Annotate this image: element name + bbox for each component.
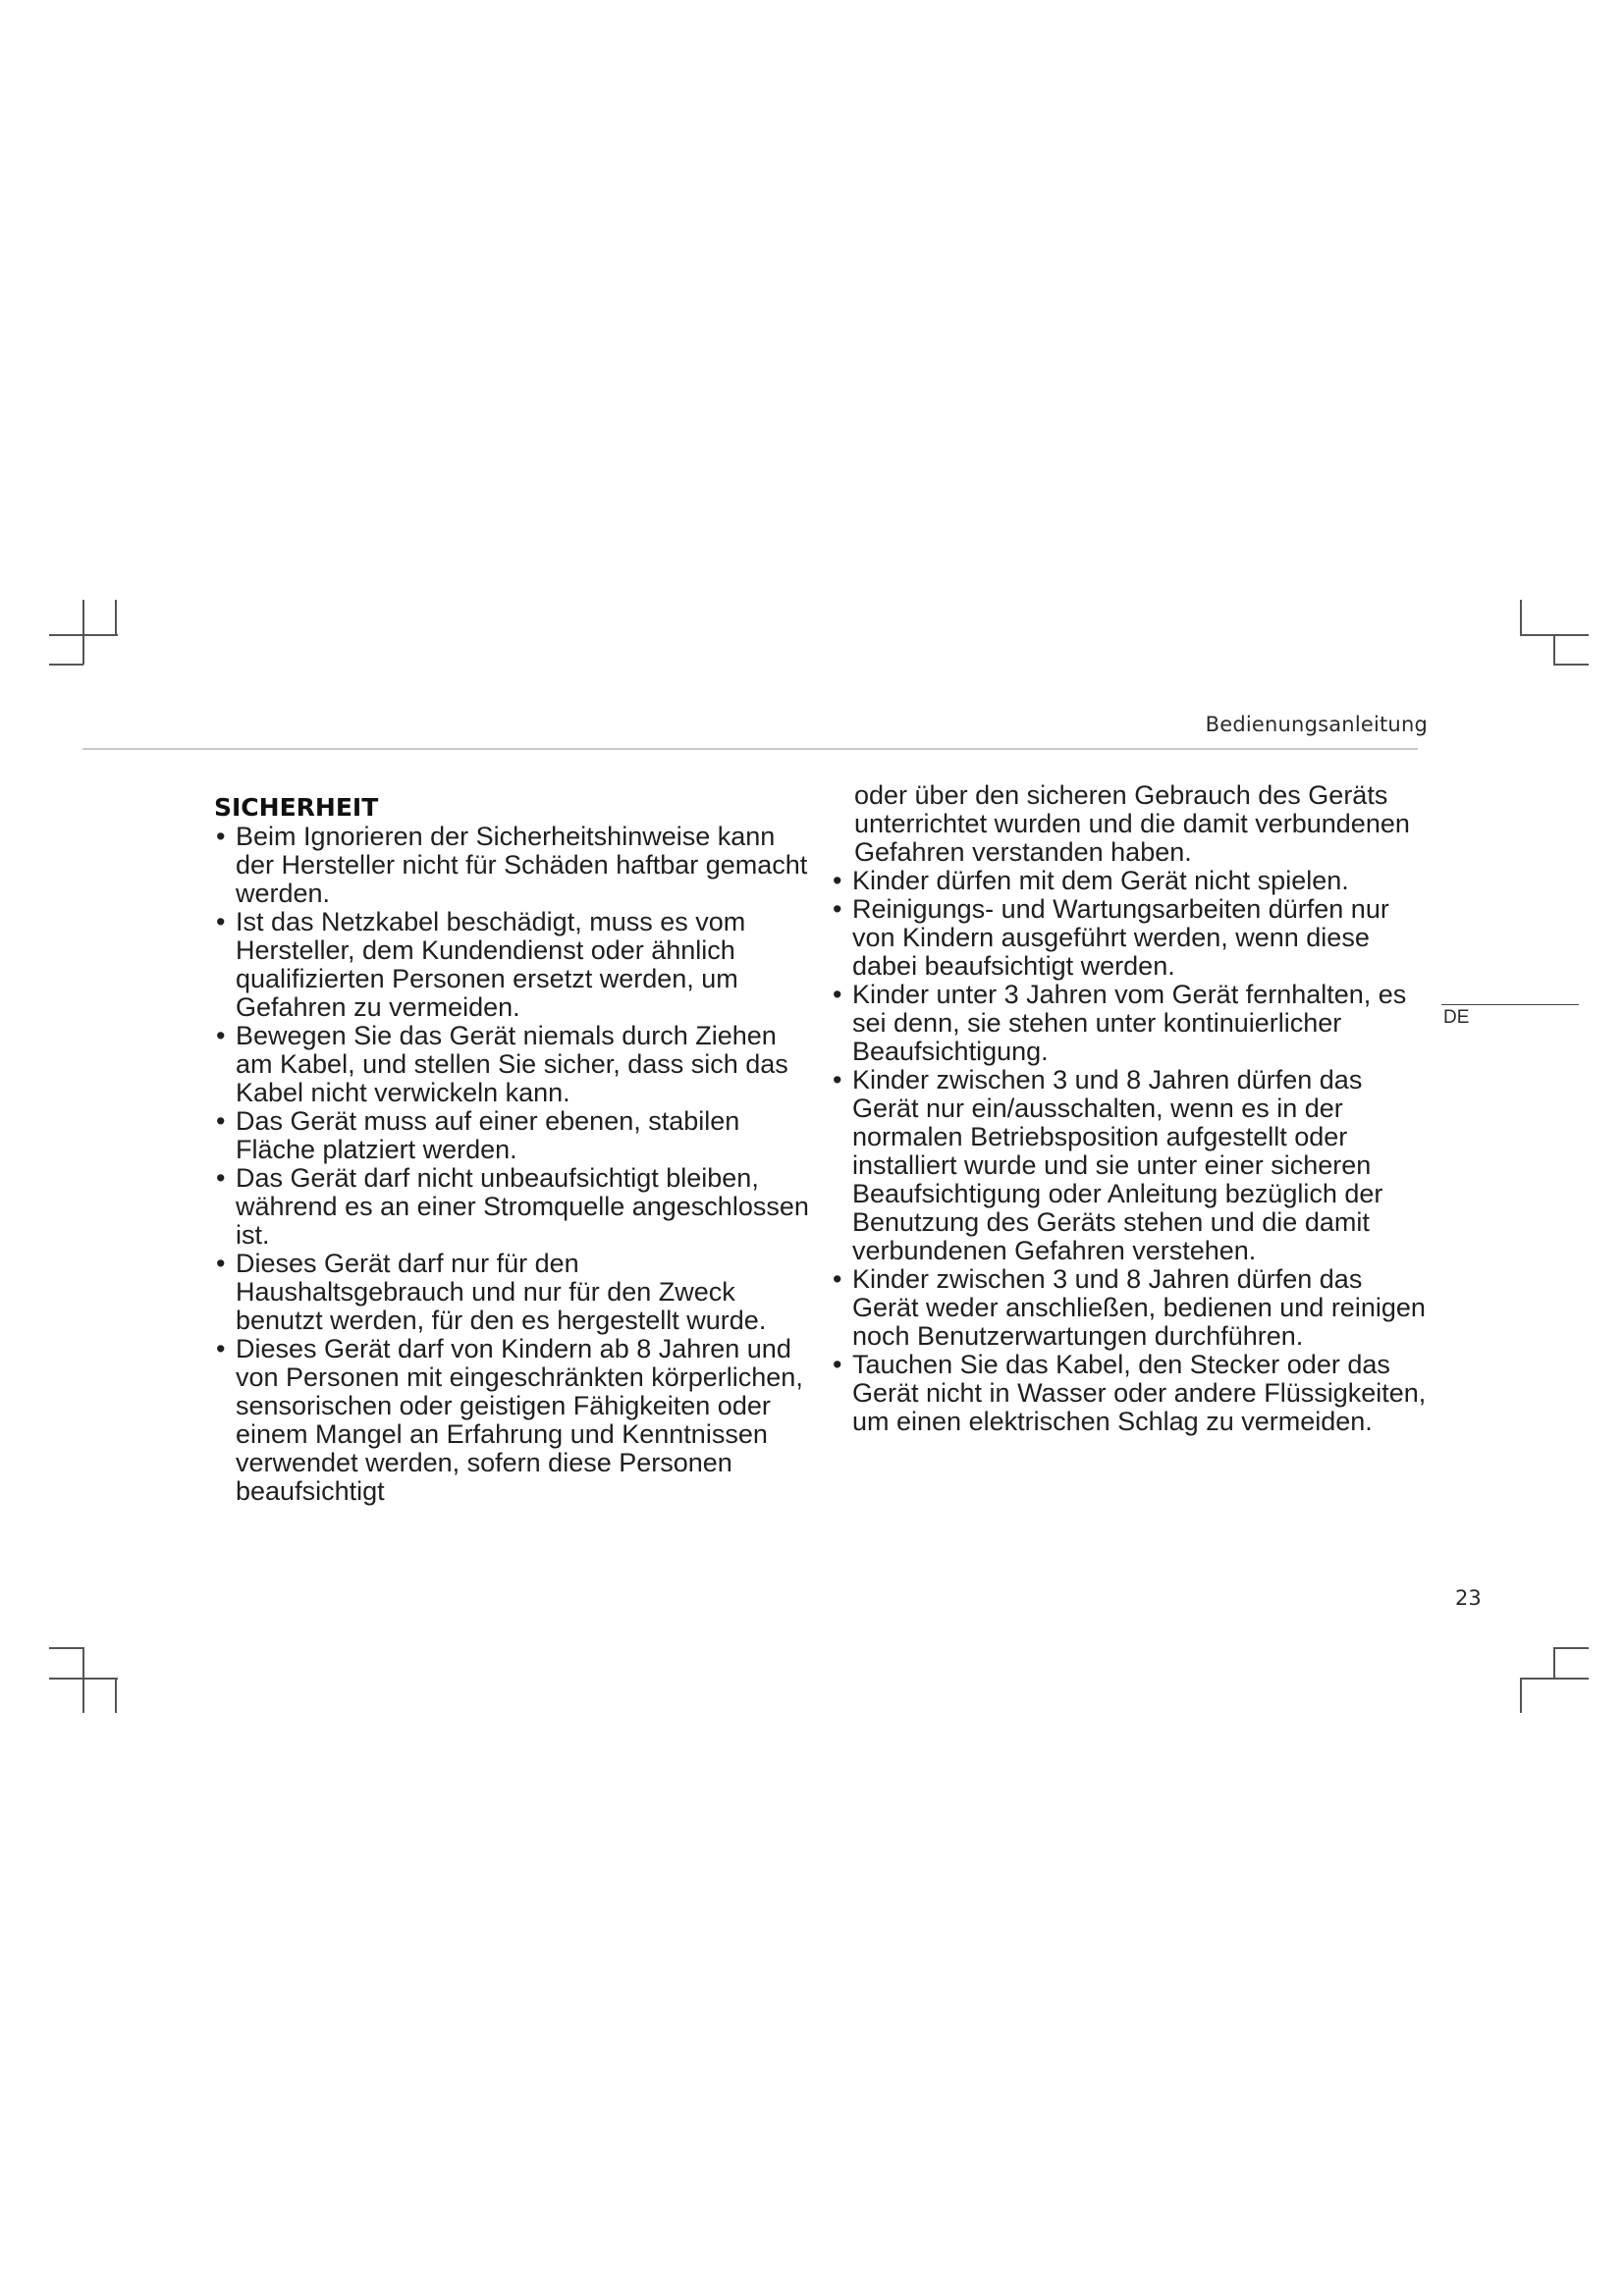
- list-item-text: Das Gerät muss auf einer ebenen, stabilen Fläche platziert werden.: [236, 1106, 740, 1164]
- bullet: •: [216, 1021, 226, 1050]
- bullet: •: [216, 1106, 226, 1136]
- crop-mark: [49, 1647, 83, 1649]
- list-item: [831, 895, 1430, 981]
- safety-list-left: [214, 823, 813, 1506]
- bullet: •: [833, 1264, 842, 1294]
- list-item: [214, 908, 813, 1022]
- left-column: [214, 781, 813, 1506]
- bullet: •: [833, 1065, 842, 1095]
- list-item: [831, 981, 1430, 1066]
- safety-list-right: [831, 867, 1430, 1436]
- list-item-text: Bewegen Sie das Gerät niemals durch Ziehen am Kabel, und stellen Sie sicher, dass sich das Kabel nicht verwickeln kann.: [236, 1021, 788, 1107]
- language-tab-rule: [1441, 1004, 1579, 1005]
- list-item-text: Dieses Gerät darf von Kindern ab 8 Jahren und von Personen mit eingeschränkten körperlichen, sensorischen oder geistigen Fähigkeiten oder einem Mangel an Erfahrung und Kenntnissen verwendet werden, sofern diese Personen beaufsichtigt: [236, 1334, 803, 1506]
- bullet: •: [833, 894, 842, 924]
- right-column: [831, 781, 1430, 1436]
- crop-mark: [82, 634, 84, 665]
- list-item: [214, 823, 813, 908]
- list-item-text: Dieses Gerät darf nur für den Haushaltsgebrauch und nur für den Zweck benutzt werden, für den es hergestellt wurde.: [236, 1249, 767, 1335]
- crop-mark: [1553, 1647, 1555, 1679]
- list-item: [214, 1164, 813, 1250]
- list-item-text: Beim Ignorieren der Sicherheitshinweise kann der Hersteller nicht für Schäden haftbar gemacht werden.: [236, 822, 808, 908]
- list-item: [831, 867, 1430, 895]
- bullet: •: [216, 1334, 226, 1363]
- list-item-text: Kinder zwischen 3 und 8 Jahren dürfen das Gerät nur ein/ausschalten, wenn es in der normalen Betriebsposition aufgestellt oder installiert wurde und sie unter einer sicheren Beaufsichtigung oder Anleitung bezüglich der Benutzung des Geräts stehen und die damit verbundenen Gefahren verstehen.: [852, 1065, 1383, 1265]
- bullet: •: [216, 822, 226, 851]
- bullet: •: [216, 1249, 226, 1278]
- list-item-text: Tauchen Sie das Kabel, den Stecker oder das Gerät nicht in Wasser oder andere Flüssigkeiten, um einen elektrischen Schlag zu vermeiden.: [852, 1350, 1427, 1436]
- list-item: [831, 1066, 1430, 1265]
- crop-mark: [1520, 600, 1522, 635]
- crop-mark: [82, 1679, 84, 1713]
- list-item-continuation: oder über den sicheren Gebrauch des Geräts unterrichtet wurden und die damit verbundenen Gefahren verstanden haben.: [854, 780, 1410, 867]
- list-item-text: Reinigungs- und Wartungsarbeiten dürfen nur von Kindern ausgeführt werden, wenn diese dabei beaufsichtigt werden.: [852, 894, 1389, 981]
- list-item: [214, 1250, 813, 1335]
- list-item: [831, 1351, 1430, 1436]
- list-item: [214, 1335, 813, 1506]
- crop-mark: [115, 1679, 117, 1713]
- bullet: •: [216, 907, 226, 936]
- crop-mark: [49, 664, 83, 666]
- crop-mark: [1520, 1678, 1589, 1680]
- section-title: SICHERHEIT: [214, 793, 379, 822]
- list-item: [831, 1265, 1430, 1351]
- language-tag: DE: [1443, 1007, 1470, 1028]
- list-item-text: Kinder unter 3 Jahren vom Gerät fernhalten, es sei denn, sie stehen unter kontinuierlicher Beaufsichtigung.: [852, 980, 1407, 1066]
- list-item: [214, 1107, 813, 1164]
- bullet: •: [833, 980, 842, 1009]
- list-item: [214, 1022, 813, 1107]
- crop-mark: [1553, 634, 1555, 665]
- crop-mark: [82, 1647, 84, 1679]
- crop-mark: [82, 600, 84, 634]
- header-rule: [82, 748, 1418, 750]
- crop-mark: [1553, 664, 1589, 666]
- list-item-text: Das Gerät darf nicht unbeaufsichtigt bleiben, während es an einer Stromquelle angeschlossen ist.: [236, 1163, 809, 1250]
- page-number: 23: [1455, 1586, 1482, 1610]
- list-item-text: Kinder dürfen mit dem Gerät nicht spielen.: [852, 866, 1349, 895]
- running-header: Bedienungsanleitung: [1205, 713, 1428, 736]
- crop-mark: [115, 600, 117, 634]
- bullet: •: [216, 1163, 226, 1193]
- crop-mark: [1520, 1679, 1522, 1713]
- list-item-text: Ist das Netzkabel beschädigt, muss es vom Hersteller, dem Kundendienst oder ähnlich qualifizierten Personen ersetzt werden, um Gefahren zu vermeiden.: [236, 907, 746, 1022]
- bullet: •: [833, 1350, 842, 1379]
- list-item-text: Kinder zwischen 3 und 8 Jahren dürfen das Gerät weder anschließen, bedienen und reinigen noch Benutzerwartungen durchführen.: [852, 1264, 1426, 1351]
- crop-mark: [1553, 1647, 1589, 1649]
- bullet: •: [833, 866, 842, 895]
